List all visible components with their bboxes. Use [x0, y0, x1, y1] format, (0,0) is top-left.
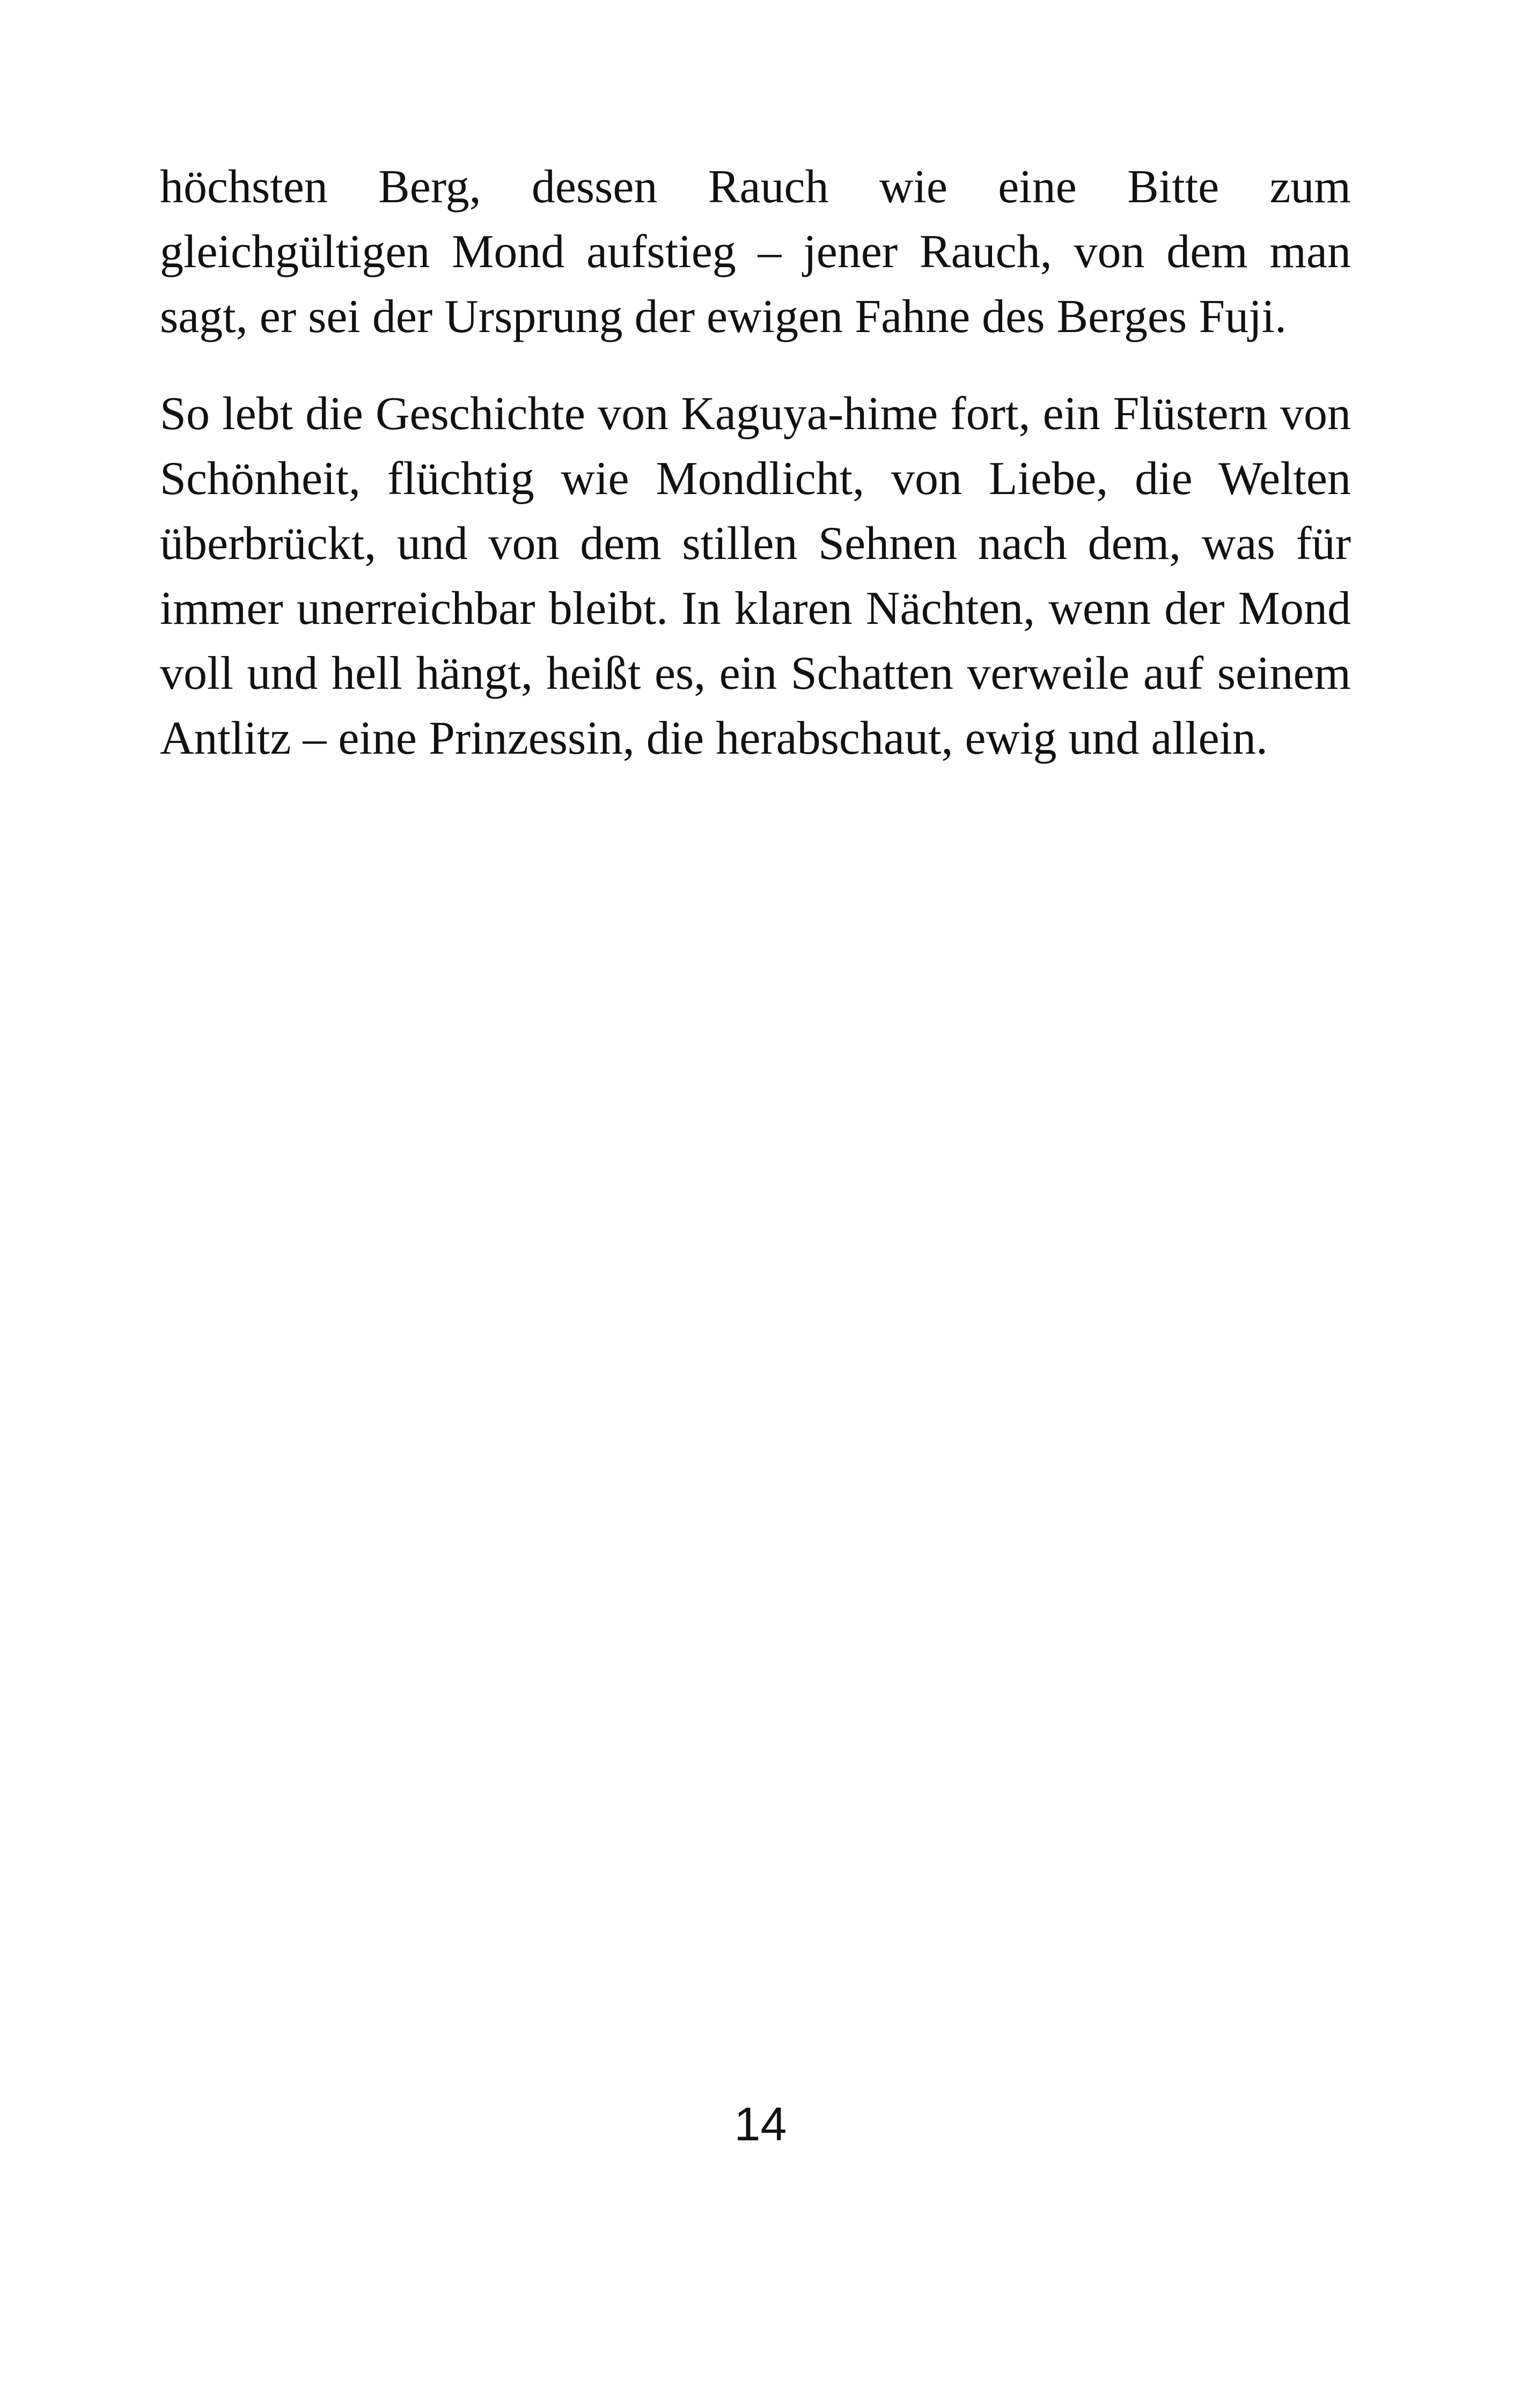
page-number: 14 — [734, 2097, 787, 2151]
paragraph-1: höchsten Berg, dessen Rauch wie eine Bitte zum gleichgültigen Mond aufstieg – jener Rauch, von dem man sagt, er sei der Ursprung der ewigen Fahne des Berges Fuji. — [160, 161, 1351, 343]
body-text — [160, 154, 1351, 771]
paragraph-2: So lebt die Geschichte von Kaguya-hime fort, ein Flüstern von Schönheit, flüchtig wie Mondlicht, von Liebe, die Welten überbrückt, und von dem stillen Sehnen nach dem, was für immer unerreichbar bleibt. In klaren Nächten, wenn der Mond voll und hell hängt, heißt es, ein Schatten verweile auf seinem Antlitz – eine Prinzessin, die herabschaut, ewig und allein. — [160, 388, 1351, 764]
